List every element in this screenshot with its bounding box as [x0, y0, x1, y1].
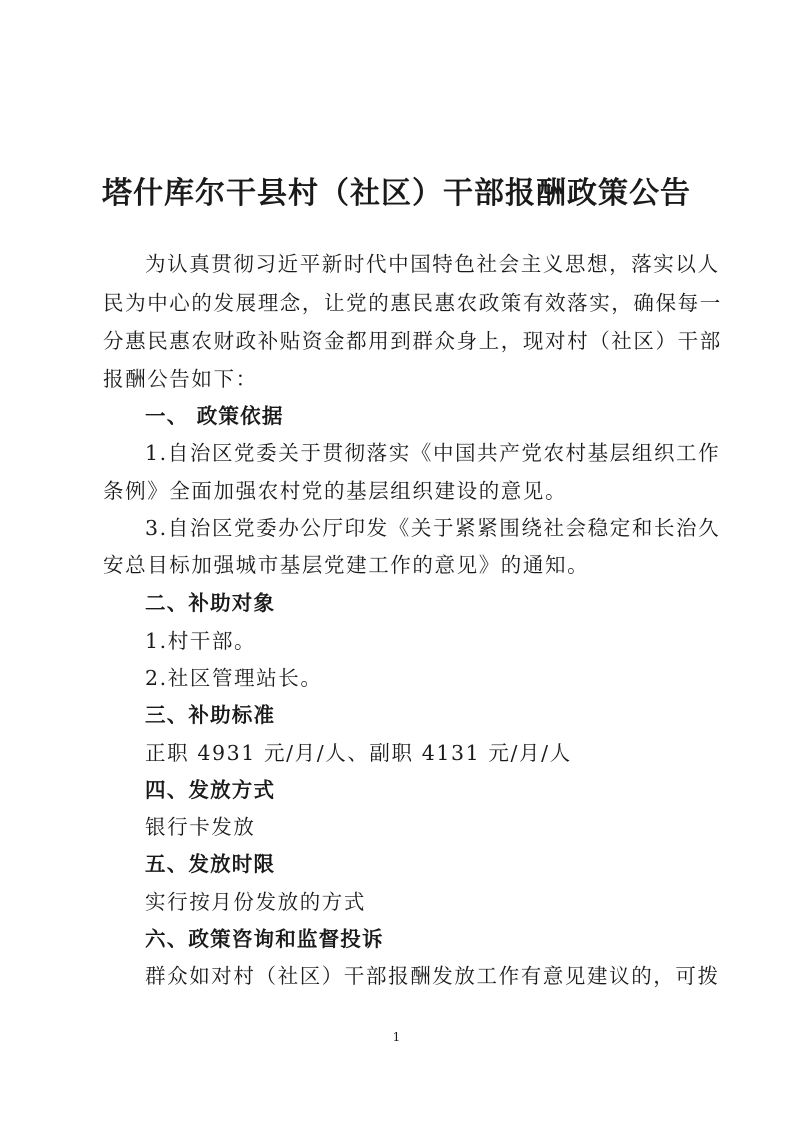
document-title: 塔什库尔干县村（社区）干部报酬政策公告 — [102, 176, 691, 211]
section-heading-distribution-method: 四、发放方式 — [145, 778, 276, 802]
section-line: 实行按月份发放的方式 — [145, 890, 366, 914]
intro-line: 为认真贯彻习近平新时代中国特色社会主义思想，落实以人 — [145, 252, 720, 276]
section-heading-consultation-complaints: 六、政策咨询和监督投诉 — [145, 927, 384, 951]
section-line: 正职 4931 元/月/人、副职 4131 元/月/人 — [145, 741, 572, 765]
section-line: 安总目标加强城市基层党建工作的意见》的通知。 — [103, 553, 590, 577]
section-line: 1.自治区党委关于贯彻落实《中国共产党农村基层组织工作 — [145, 441, 721, 465]
section-line: 银行卡发放 — [145, 815, 256, 839]
intro-line: 民为中心的发展理念，让党的惠民惠农政策有效落实，确保每一 — [103, 291, 722, 315]
section-heading-policy-basis: 一、 政策依据 — [145, 404, 284, 428]
section-line: 群众如对村（社区）干部报酬发放工作有意见建议的，可拨 — [145, 964, 720, 988]
section-line: 2.社区管理站长。 — [145, 666, 323, 690]
intro-line: 分惠民惠农财政补贴资金都用到群众身上，现对村（社区）干部 — [103, 329, 722, 353]
intro-line: 报酬公告如下： — [103, 367, 258, 391]
section-line: 1.村干部。 — [145, 629, 257, 653]
section-heading-distribution-period: 五、发放时限 — [145, 852, 276, 876]
section-line: 3.自治区党委办公厅印发《关于紧紧围绕社会稳定和长治久 — [145, 516, 721, 540]
page-number: 1 — [392, 1030, 401, 1044]
section-heading-subsidy-standard: 三、补助标准 — [145, 703, 276, 727]
section-heading-subsidy-targets: 二、补助对象 — [145, 591, 276, 615]
section-line: 条例》全面加强农村党的基层组织建设的意见。 — [103, 479, 568, 503]
